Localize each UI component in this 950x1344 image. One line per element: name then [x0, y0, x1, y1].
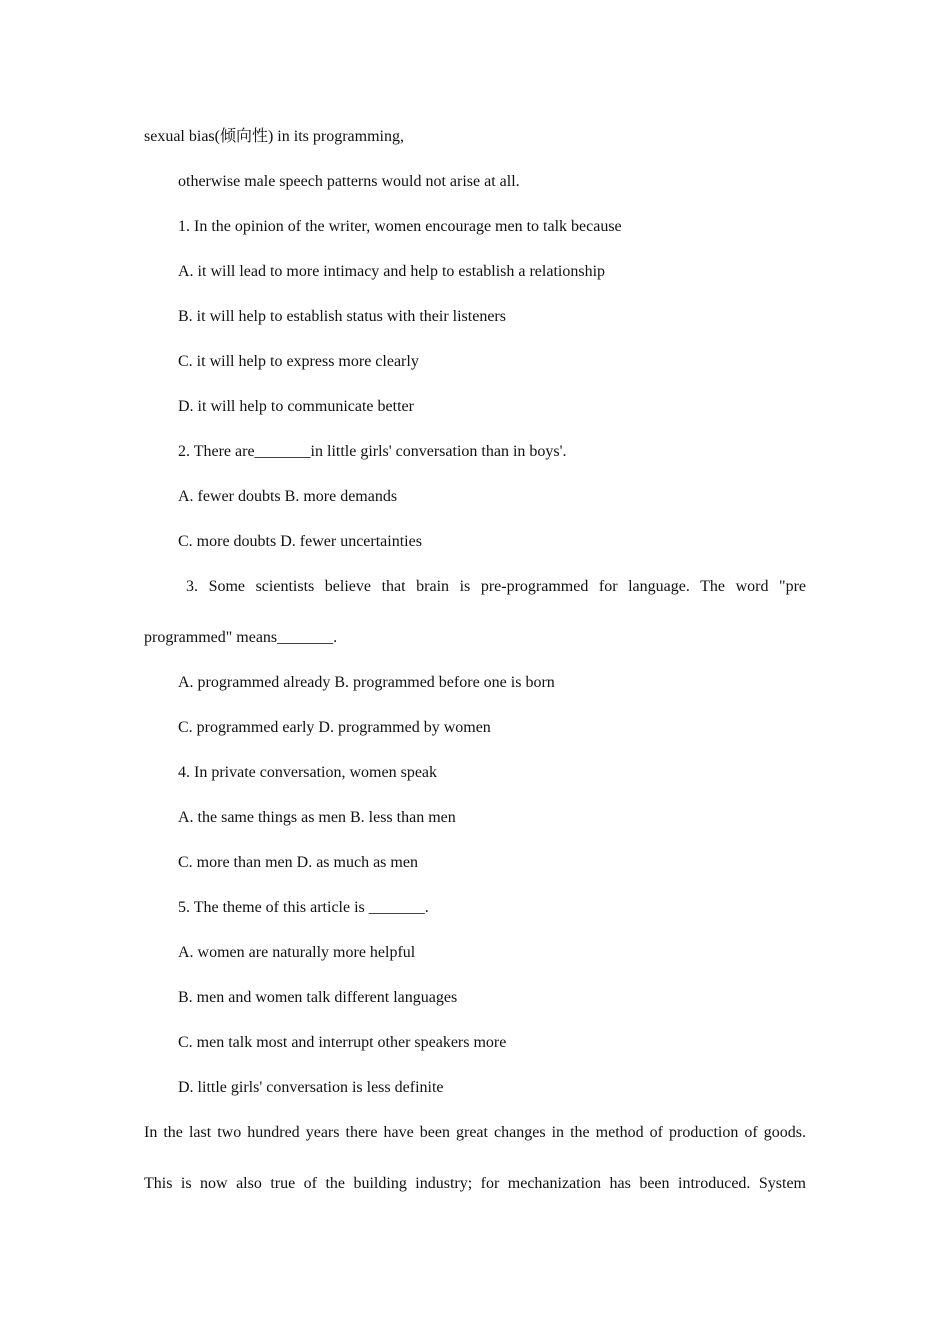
question-1-option-d: D. it will help to communicate better — [178, 398, 414, 415]
text-line: otherwise male speech patterns would not arise at all. — [178, 173, 520, 190]
question-1-option-c: C. it will help to express more clearly — [178, 353, 419, 370]
question-5-option-d: D. little girls' conversation is less definite — [178, 1079, 444, 1096]
question-3-options-cd: C. programmed early D. programmed by women — [178, 719, 491, 736]
question-5: 5. The theme of this article is _______. — [178, 899, 429, 916]
passage-line: This is now also true of the building industry; for mechanization has been introduced. System — [144, 1175, 806, 1192]
question-5-option-a: A. women are naturally more helpful — [178, 944, 416, 961]
passage-line: In the last two hundred years there have been great changes in the method of production of goods. — [144, 1124, 806, 1141]
question-2-options-cd: C. more doubts D. fewer uncertainties — [178, 533, 422, 550]
question-5-option-c: C. men talk most and interrupt other speakers more — [178, 1034, 507, 1051]
question-4-options-ab: A. the same things as men B. less than men — [178, 809, 456, 826]
question-3-options-ab: A. programmed already B. programmed before one is born — [178, 674, 555, 691]
question-4: 4. In private conversation, women speak — [178, 764, 438, 781]
question-3-continued: programmed" means_______. — [144, 629, 338, 646]
question-1: 1. In the opinion of the writer, women encourage men to talk because — [178, 218, 622, 235]
question-1-option-a: A. it will lead to more intimacy and help to establish a relationship — [178, 263, 606, 280]
question-2: 2. There are_______in little girls' conversation than in boys'. — [178, 443, 567, 460]
question-1-option-b: B. it will help to establish status with their listeners — [178, 308, 506, 325]
question-3: 3. Some scientists believe that brain is pre-programmed for language. The word "pre — [186, 578, 806, 595]
question-5-option-b: B. men and women talk different languages — [178, 989, 458, 1006]
question-2-options-ab: A. fewer doubts B. more demands — [178, 488, 398, 505]
text-line: sexual bias(倾向性) in its programming, — [144, 128, 404, 145]
question-4-options-cd: C. more than men D. as much as men — [178, 854, 418, 871]
